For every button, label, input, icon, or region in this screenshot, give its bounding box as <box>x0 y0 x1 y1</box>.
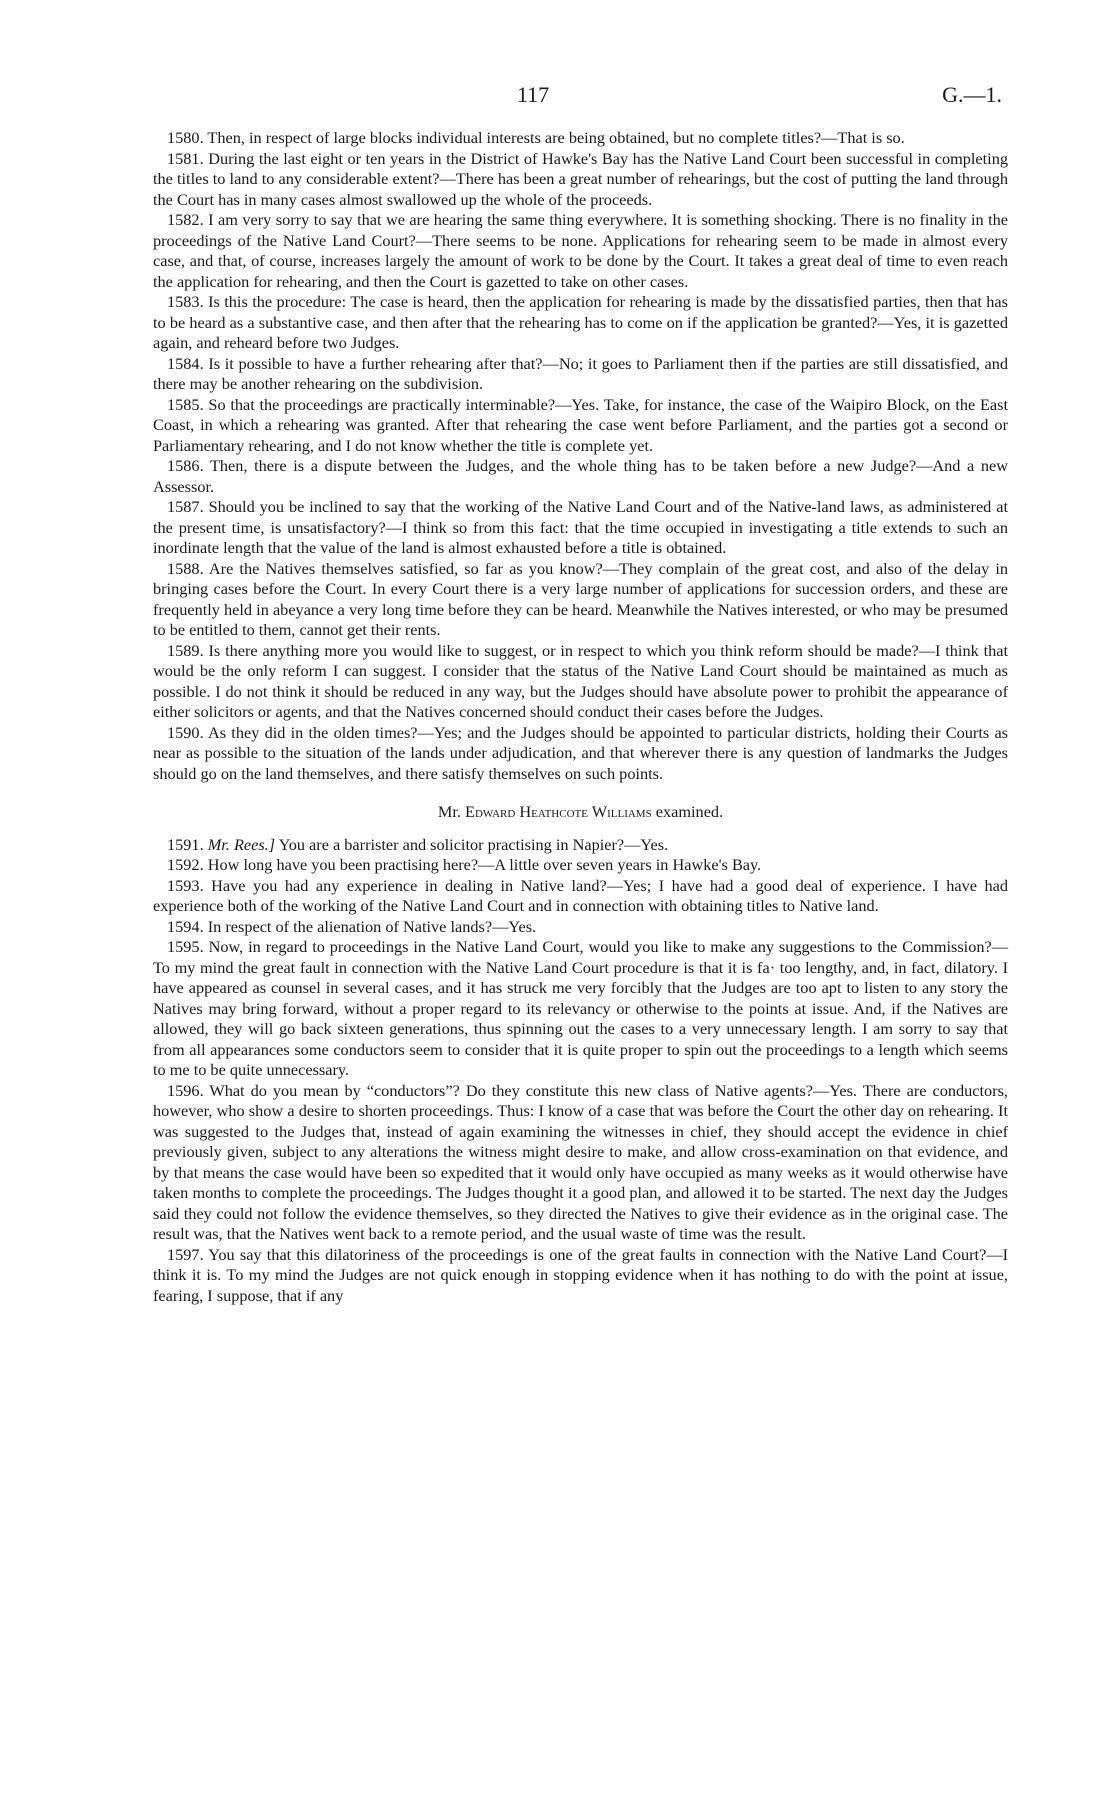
paragraph-number: 1587. <box>167 497 204 516</box>
paragraph-number: 1595. <box>167 937 204 956</box>
paragraph-number: 1583. <box>167 292 204 311</box>
paragraph-number: 1596. <box>167 1080 204 1100</box>
paragraph-number: 1584. <box>167 353 204 373</box>
paragraph <box>153 855 1008 876</box>
paragraph-text: Is this the procedure: The case is heard, then the application for rehearing is made by the dissatisfied parties, then that has to be heard as a substantive case, and then after that the rehearing has to come on if the application be granted?—Yes, it is gazetted again, and reheard before two Judges. <box>153 292 1008 352</box>
paragraph-number: 1592. <box>167 855 204 874</box>
paragraph <box>153 395 1008 457</box>
paragraph-text: In respect of the alienation of Native lands?—Yes. <box>207 916 537 936</box>
witness-heading <box>153 802 1008 823</box>
testimony-section-1 <box>153 128 1008 784</box>
paragraph-number: 1582. <box>167 210 204 229</box>
paragraph-number: 1589. <box>167 640 204 660</box>
paragraph <box>153 1245 1008 1307</box>
paragraph-number: 1586. <box>167 456 204 475</box>
paragraph-text: Have you had any experience in dealing in Native land?—Yes; I have had a good deal of experience. I have had experience both of the working of the Native Land Court and in connection with obtaining titles to Native land. <box>153 875 1008 915</box>
paragraph <box>153 456 1008 497</box>
paragraph-text: You are a barrister and solicitor practising in Napier?—Yes. <box>278 834 669 854</box>
paragraph-text: Then, in respect of large blocks individual interests are being obtained, but no complete titles?—That is so. <box>207 128 905 147</box>
paragraph <box>153 876 1008 917</box>
paragraph <box>153 292 1008 354</box>
paragraph-text: Then, there is a dispute between the Judges, and the whole thing has to be taken before a new Judge?—And a new Assessor. <box>153 456 1009 496</box>
paragraph <box>153 128 1008 149</box>
paragraph-number: 1581. <box>167 148 204 168</box>
speaker: Mr. Rees.] <box>207 834 276 854</box>
paragraph-number: 1588. <box>167 558 204 578</box>
paragraph-number: 1593. <box>167 875 204 895</box>
paragraph <box>153 559 1008 641</box>
paragraph <box>153 641 1008 723</box>
witness-name: Edward Heathcote Williams <box>465 802 652 821</box>
paragraph <box>153 1081 1008 1245</box>
paragraph-text: How long have you been practising here?—A little over seven years in Hawke's Bay. <box>207 855 762 874</box>
paragraph <box>153 497 1008 559</box>
paragraph <box>153 723 1008 785</box>
paragraph-text: Is there anything more you would like to suggest, or in respect to which you think reform should be made?—I think that would be the only reform I can suggest. I consider that the status of the Native Land Court should be maintained as much as possible. I do not think it should be reduced in any way, but the Judges should have absolute power to prohibit the appearance of either solicitors or agents, and that the Natives concerned should conduct their cases before the Judges. <box>153 640 1008 721</box>
paragraph-number: 1590. <box>167 722 204 742</box>
paragraph-text: Are the Natives themselves satisfied, so far as you know?—They complain of the great cost, and also of the delay in bringing cases before the Court. In every Court there is a very large number of applications for succession orders, and these are frequently held in abeyance a very long time before they can be heard. Meanwhile the Natives interested, or who may be presumed to be entitled to them, cannot get their rents. <box>153 558 1009 639</box>
paragraph <box>153 354 1008 395</box>
paragraph-number: 1591. <box>167 834 204 854</box>
paragraph-text: What do you mean by “conductors”? Do they constitute this new class of Native agents?—Yes. There are conductors, however, who show a desire to shorten proceedings. Thus: I know of a case that was before the Court the other day on rehearing. It was suggested to the Judges that, instead of again examining the witnesses in chief, they should accept the evidence in chief previously given, subject to any alterations the witness might desire to make, and allow cross-examination on that evidence, and by that means the case would have been so expedited that it would only have occupied as many weeks as it would otherwise have taken months to complete the proceedings. The Judges thought it a good plan, and allowed it to be started. The next day the Judges said they could not follow the evidence themselves, so they directed the Natives to give their evidence as in the original case. The result was, that the Natives went back to a remote period, and the usual waste of time was the result. <box>153 1080 1008 1243</box>
paragraph-text: During the last eight or ten years in the District of Hawke's Bay has the Native Land Court been successful in completing the titles to land to any considerable extent?—There has been a great number of rehearings, but the cost of putting the land through the Court has in many cases almost swallowed up the whole of the proceeds. <box>153 148 1008 209</box>
paragraph <box>153 835 1008 856</box>
body-text <box>153 128 1008 1306</box>
paragraph <box>153 149 1008 211</box>
paragraph <box>153 937 1008 1081</box>
paragraph-number: 1597. <box>167 1244 204 1264</box>
testimony-section-2 <box>153 855 1008 1306</box>
document-reference: G.—1. <box>942 82 1002 107</box>
paragraph-text: Now, in regard to proceedings in the Native Land Court, would you like to make any suggestions to the Commission?—To my mind the great fault in connection with the Native Land Court procedure is that it is fa· too lengthy, and, in fact, dilatory. I have appeared as counsel in several cases, and it has struck me very forcibly that the Judges are too apt to listen to any story the Natives may bring forward, without a proper regard to its relevancy or otherwise to the points at issue. And, if the Natives are allowed, they will go back sixteen generations, thus spinning out the cases to a very unnecessary length. I am sorry to say that from all appearances some conductors seem to consider that it is quite proper to spin out the proceedings to a length which seems to me to be quite unnecessary. <box>153 937 1008 1079</box>
paragraph-text: Is it possible to have a further rehearing after that?—No; it goes to Parliament then if the parties are still dissatisfied, and there may be another rehearing on the subdivision. <box>153 353 1008 393</box>
page-number: 117 <box>517 82 550 107</box>
witness-suffix: examined. <box>655 802 724 821</box>
witness-prefix: Mr. <box>437 802 461 821</box>
paragraph-text: Should you be inclined to say that the working of the Native Land Court and of the Native-land laws, as administered at the present time, is unsatisfactory?—I think so from this fact: that the time occupied in investigating a title extends to such an inordinate length that the value of the land is almost exhausted before a title is obtained. <box>153 497 1008 557</box>
paragraph-number: 1580. <box>167 128 204 147</box>
page-header <box>0 82 1114 108</box>
paragraph-text: As they did in the olden times?—Yes; and the Judges should be appointed to particular districts, holding their Courts as near as possible to the situation of the lands under adjudication, and that wherever there is any question of landmarks the Judges should go on the land themselves, and there satisfy themselves on such points. <box>153 722 1009 783</box>
paragraph <box>153 210 1008 292</box>
paragraph-number: 1585. <box>167 394 204 414</box>
paragraph-text: I am very sorry to say that we are hearing the same thing everywhere. It is something shocking. There is no finality in the proceedings of the Native Land Court?—There seems to be none. Applications for rehearing seem to be made in almost every case, and that, of course, increases largely the amount of work to be done by the Court. It takes a great deal of time to even reach the application for rehearing, and then the Court is gazetted to take on other cases. <box>153 210 1008 291</box>
paragraph-text: You say that this dilatoriness of the proceedings is one of the great faults in connection with the Native Land Court?—I think it is. To my mind the Judges are not quick enough in stopping evidence when it has nothing to do with the point at issue, fearing, I suppose, that if any <box>153 1244 1008 1305</box>
paragraph <box>153 917 1008 938</box>
paragraph-text: So that the proceedings are practically interminable?—Yes. Take, for instance, the case of the Waipiro Block, on the East Coast, in which a rehearing was granted. After that rehearing the case went before Parliament, and the parties got a second or Parliamentary rehearing, and I do not know whether the title is complete yet. <box>153 394 1008 455</box>
paragraph-number: 1594. <box>167 916 204 936</box>
